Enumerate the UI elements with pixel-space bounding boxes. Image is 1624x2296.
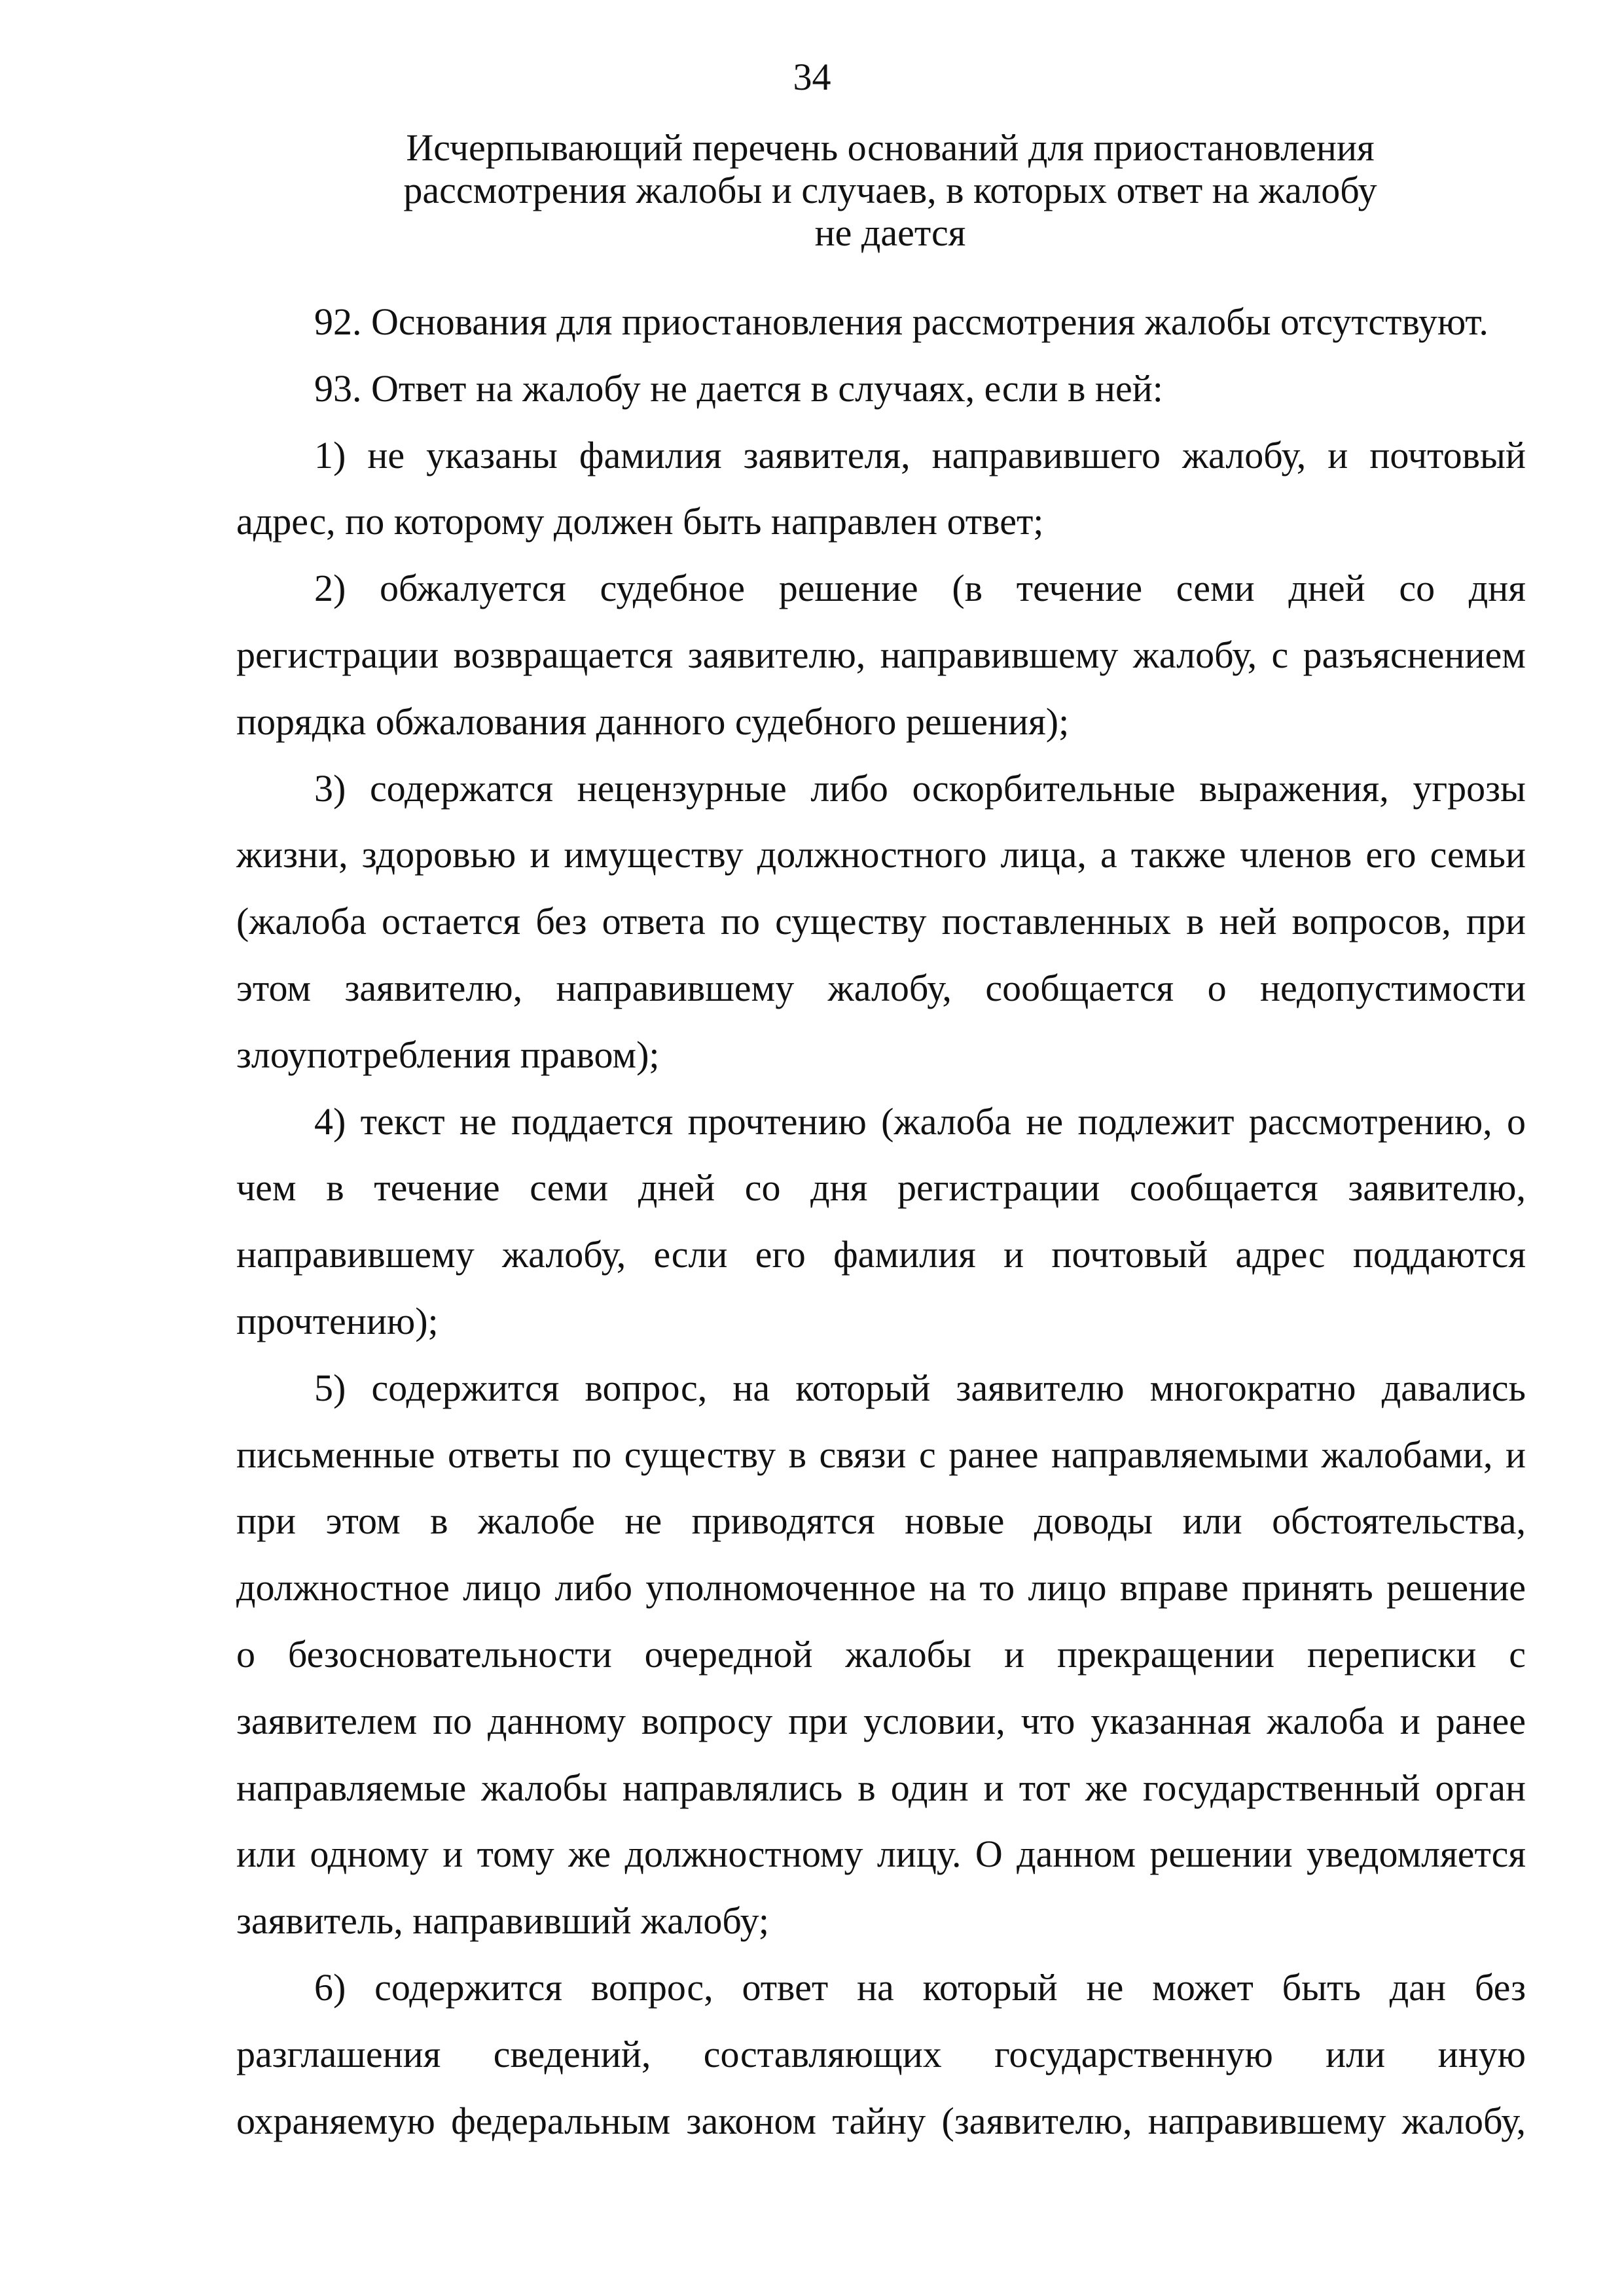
text-line: злоупотребления правом); bbox=[236, 1033, 660, 1076]
text-line: при этом в жалобе не приводятся новые доводы или обстоятельства, bbox=[236, 1499, 1526, 1543]
paragraph bbox=[236, 422, 1526, 556]
document-body bbox=[236, 289, 1526, 2154]
paragraph bbox=[236, 1954, 1526, 2154]
heading-line: рассмотрения жалобы и случаев, в которых ответ на жалобу bbox=[403, 169, 1377, 211]
paragraph bbox=[236, 755, 1526, 1088]
text-line: регистрации возвращается заявителю, направившему жалобу, с разъяснением bbox=[236, 633, 1526, 676]
text-line: 5) содержится вопрос, на который заявителю многократно давались bbox=[314, 1366, 1526, 1409]
text-line: (жалоба остается без ответа по существу поставленных в ней вопросов, при bbox=[236, 900, 1526, 943]
text-line: 6) содержится вопрос, ответ на который не может быть дан без bbox=[314, 1965, 1526, 2009]
text-line: заявитель, направивший жалобу; bbox=[236, 1899, 770, 1943]
page-number: 34 bbox=[793, 56, 831, 98]
text-line: прочтению); bbox=[236, 1299, 439, 1342]
text-line: должностное лицо либо уполномоченное на то лицо вправе принять решение bbox=[236, 1566, 1526, 1609]
text-line: охраняемую федеральным законом тайну (заявителю, направившему жалобу, bbox=[236, 2099, 1526, 2142]
text-line: письменные ответы по существу в связи с ранее направляемыми жалобами, и bbox=[236, 1433, 1526, 1476]
text-line: разглашения сведений, составляющих государственную или иную bbox=[236, 2032, 1526, 2075]
paragraph bbox=[236, 1355, 1526, 1954]
heading-line: не дается bbox=[814, 211, 966, 254]
text-line: порядка обжалования данного судебного решения); bbox=[236, 700, 1070, 743]
text-line: этом заявителю, направившему жалобу, сообщается о недопустимости bbox=[236, 966, 1526, 1009]
text-line: 2) обжалуется судебное решение (в течение семи дней со дня bbox=[314, 567, 1526, 610]
section-heading bbox=[196, 126, 1584, 254]
text-line: адрес, по которому должен быть направлен ответ; bbox=[236, 500, 1044, 543]
text-line: заявителем по данному вопросу при условии, что указанная жалоба и ранее bbox=[236, 1699, 1526, 1742]
text-line: чем в течение семи дней со дня регистрации сообщается заявителю, bbox=[236, 1166, 1526, 1210]
paragraph bbox=[236, 1088, 1526, 1355]
text-line: 92. Основания для приостановления рассмотрения жалобы отсутствуют. bbox=[314, 300, 1489, 343]
paragraph bbox=[236, 355, 1526, 422]
text-line: или одному и тому же должностному лицу. О данном решении уведомляется bbox=[236, 1833, 1526, 1876]
text-line: направляемые жалобы направлялись в один и тот же государственный орган bbox=[236, 1766, 1526, 1809]
text-line: направившему жалобу, если его фамилия и почтовый адрес поддаются bbox=[236, 1233, 1526, 1276]
paragraph bbox=[236, 555, 1526, 755]
paragraph bbox=[236, 289, 1526, 355]
text-line: 4) текст не поддается прочтению (жалоба не подлежит рассмотрению, о bbox=[314, 1100, 1526, 1143]
text-line: 93. Ответ на жалобу не дается в случаях, если в ней: bbox=[314, 367, 1163, 410]
heading-line: Исчерпывающий перечень оснований для приостановления bbox=[406, 126, 1375, 169]
text-line: о безосновательности очередной жалобы и прекращении переписки с bbox=[236, 1632, 1526, 1676]
text-line: жизни, здоровью и имуществу должностного лица, а также членов его семьи bbox=[236, 833, 1526, 876]
text-line: 3) содержатся нецензурные либо оскорбительные выражения, угрозы bbox=[314, 766, 1526, 810]
text-line: 1) не указаны фамилия заявителя, направившего жалобу, и почтовый bbox=[314, 433, 1526, 476]
